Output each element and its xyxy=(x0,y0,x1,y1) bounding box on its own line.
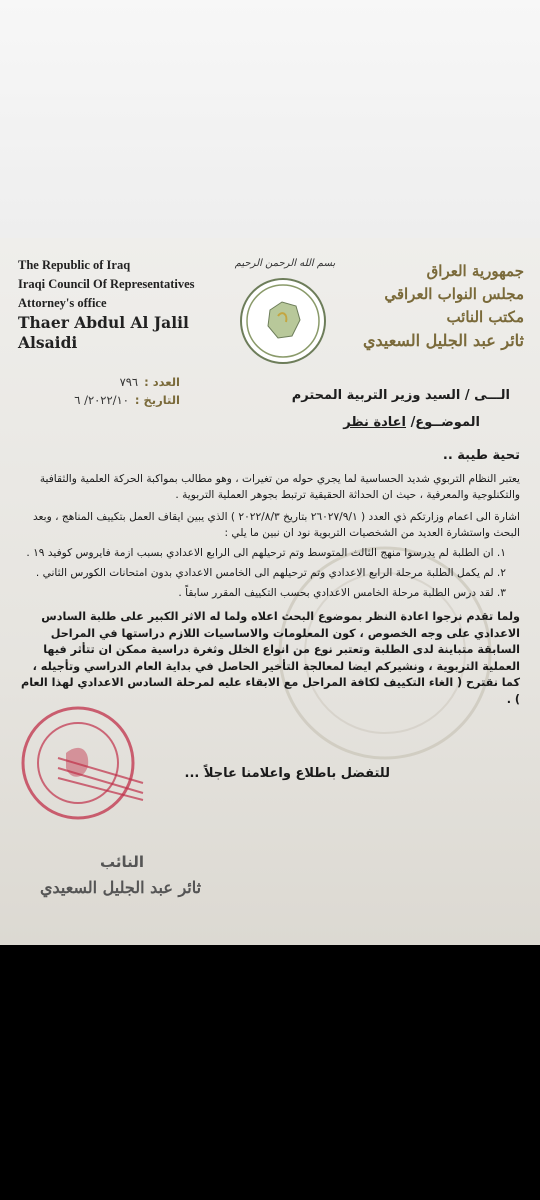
number-label: العدد : xyxy=(144,375,180,389)
subject-value: اعادة نظر xyxy=(343,415,407,430)
name-line1: Thaer Abdul Al Jalil xyxy=(18,313,189,332)
name-label-ar: ثائر عبد الجليل السعيدي xyxy=(362,331,524,350)
points-list xyxy=(20,545,520,601)
paragraph-3: ولما تقدم نرجوا اعادة النظر بموضوع البحث اعلاه ولما له الاثر الكبير على طلبة السادس الاعدادي على وجه الخصوص ، كون المعلومات والاساسيات اللازم دراستها في المراحل السابقة متباينة لدى الطلبة وتعتبر نوع من انواع الخلل وثغرة دراسية ممكن ان تتأثر فيها العملية التربوية ، ونشيركم ايضا لمعالجة التأخير الحاصل في بداية العام الدراسي وتأجيله ، كما نقترح ( الغاء التكييف لكافة المراحل مع الابقاء عليه لمرحلة السادس الاعدادي لهذا العام ) . xyxy=(21,610,520,706)
office-label-ar: مكتب النائب xyxy=(446,308,524,326)
iraq-map-emblem-icon xyxy=(242,280,324,362)
closing-line: للتفضل باطلاع واعلامنا عاجلاً ... xyxy=(184,766,390,781)
number-date-block xyxy=(30,373,180,409)
republic-label-ar: جمهورية العراق xyxy=(426,262,524,280)
screenshot-bottom-margin xyxy=(0,945,540,1200)
council-label-ar: مجلس النواب العراقي xyxy=(384,285,524,303)
basmala: بسم الله الرحمن الرحيم xyxy=(234,258,336,269)
signature-title: النائب xyxy=(100,853,145,871)
list-item: ٢. لم يكمل الطلبة مرحلة الرابع الاعدادي وتم ترحيلهم الى الخامس الاعدادي بدون امتحانات الكورس الثاني . xyxy=(35,567,506,579)
date-label: التاريخ : xyxy=(134,393,180,407)
date-value: ٢٠٢٢/١٠/ ٦ xyxy=(74,393,129,407)
council-label: Iraqi Council Of Representatives xyxy=(18,277,195,291)
name-line2: Alsaidi xyxy=(18,333,78,352)
red-official-stamp-icon xyxy=(18,688,148,848)
office-label: Attorney's office xyxy=(18,296,107,310)
list-item: ١. ان الطلبة لم يدرسوا منهج الثالث المتوسط وتم ترحيلهم الى الرابع الاعدادي بسبب ازمة فايروس كوفيد ١٩ . xyxy=(26,547,506,559)
subject-label: الموضــوع/ xyxy=(410,415,480,430)
recipient-line: الـــى / السيد وزير التربية المحترم xyxy=(291,388,510,403)
list-item: ٣. لقد درس الطلبة مرحلة الخامس الاعدادي بحسب التكييف المقرر سابقاً . xyxy=(178,587,506,599)
republic-label: The Republic of Iraq xyxy=(18,258,131,272)
letter-body xyxy=(20,448,520,708)
paragraph-2: اشارة الى اعمام وزارتكم ذي العدد ( ٢٦٠٢٧/٩/١ بتاريخ ٢٠٢٢/٨/٣ ) الذي يبين ايقاف العمل بتكييف المناهج ، وبعد البحث واستشارة العديد من الشخصيات التربوية نود ان نبين ما يلي : xyxy=(33,511,520,539)
letterhead-arabic xyxy=(354,260,524,352)
greeting: تحية طيبة .. xyxy=(442,448,520,463)
subject-line xyxy=(343,415,480,430)
signature-name: ثائر عبد الجليل السعيدي xyxy=(40,878,202,897)
number-value: ٧٩٦ xyxy=(119,375,139,389)
paragraph-1: يعتبر النظام التربوي شديد الحساسية لما يجري حوله من تغيرات ، وهو مطالب بمواكبة الحركة العلمية والثقافية والتكنلوجية والمعرفية ، حيث ان الحداثة الحقيقية ترتبط بجوهر العملية التربوية . xyxy=(39,473,520,501)
letterhead-english xyxy=(18,256,223,353)
letter-document xyxy=(0,238,540,945)
screenshot-top-margin xyxy=(0,0,540,238)
council-emblem-logo xyxy=(240,278,326,364)
